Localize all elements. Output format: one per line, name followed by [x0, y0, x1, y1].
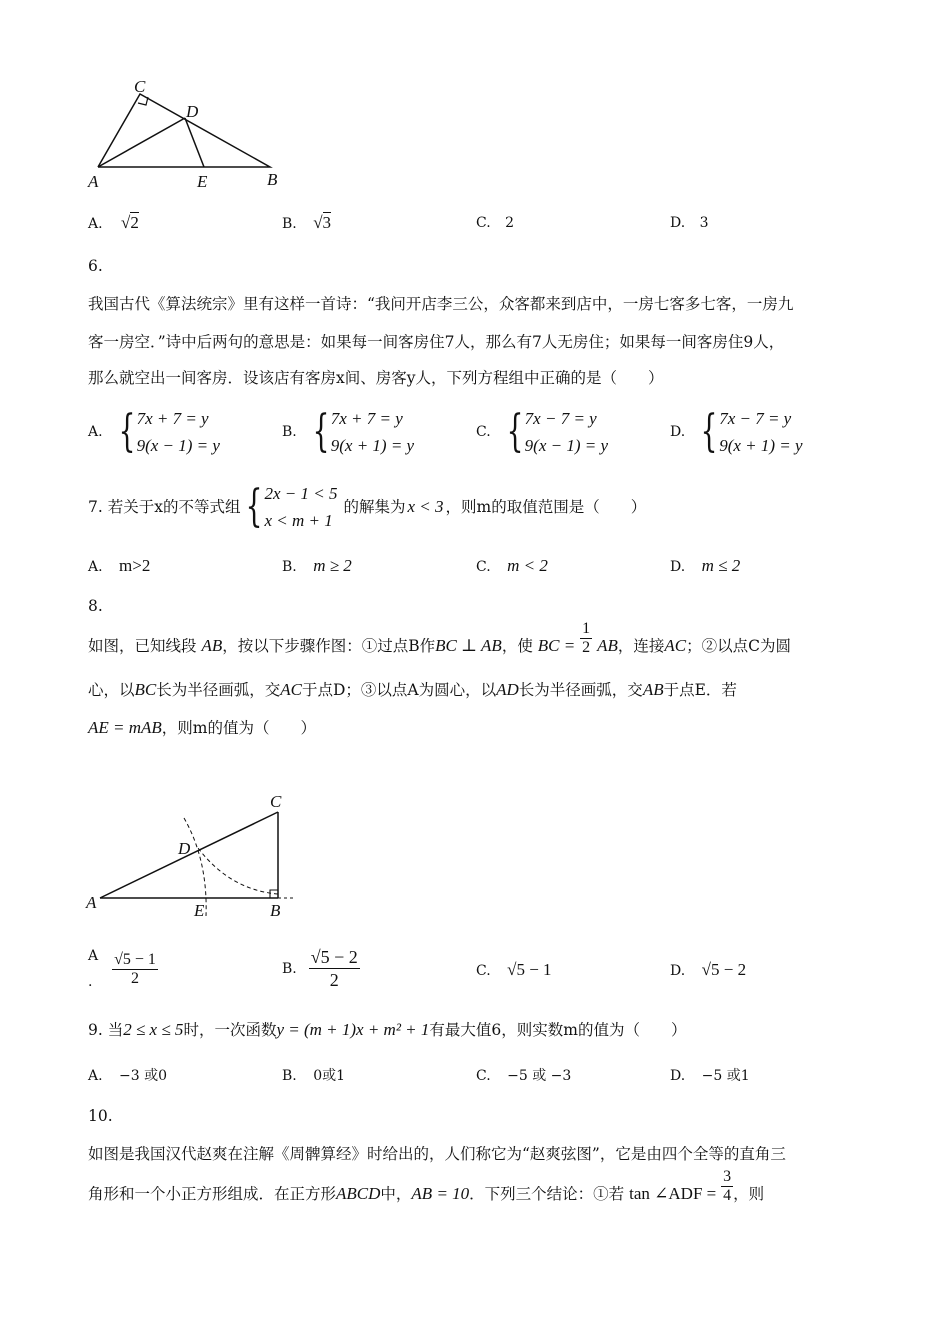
q8-opt-a-dot: .	[88, 974, 93, 990]
q7-opt-b-value: m ≥ 2	[313, 556, 352, 575]
q10-number: 10.	[88, 1107, 113, 1125]
q6-text-line2: 客一房空．”诗中后两句的意思是：如果每一间客房住7人，那么有7人无房住；如果每一间客房住9人，	[88, 333, 785, 351]
q8-opt-d-label: D.	[670, 963, 686, 979]
q8-l1-ac: AC	[664, 636, 687, 655]
q9-function: y = (m + 1)x + m² + 1	[276, 1020, 430, 1039]
q8-opt-d-value: 5 − 2	[710, 960, 747, 979]
q5-triangle-figure	[80, 70, 300, 200]
q5-option-a[interactable]	[88, 213, 139, 234]
q8-opt-a-num: 5 − 1	[122, 950, 156, 968]
q8-l1-b: ，按以下步骤作图：①过点B作	[222, 637, 436, 655]
brace-icon: {	[246, 481, 263, 532]
q8-l1-d: ，连接	[617, 637, 665, 655]
q8-l2-c: 于点D；③以点A为圆心，以	[302, 681, 497, 699]
q7-opt-d-label: D.	[670, 559, 686, 575]
brace-icon: {	[312, 406, 330, 457]
q6-opt-a-eq1: 7x + 7 = y	[136, 409, 209, 428]
q6-opt-d-eq2: 9(x + 1) = y	[719, 436, 803, 455]
q7-ineq2: x < m + 1	[264, 511, 333, 530]
q9-opt-a-label: A.	[88, 1068, 103, 1084]
q5-opt-b-label: B.	[282, 216, 297, 232]
q7-opt-c-value: m < 2	[507, 556, 548, 575]
q5-opt-a-label: A.	[88, 216, 103, 232]
q8-l2-a: 心，以	[88, 681, 135, 699]
fig8-label-a: A	[86, 893, 97, 912]
q9-opt-b-value: 0或1	[313, 1068, 346, 1084]
q7-solution: x < 3	[407, 497, 444, 516]
q8-l2-d: 长为半径画弧，交	[518, 681, 643, 699]
q5-option-d[interactable]	[670, 213, 709, 233]
q10-l2-b: 中，	[380, 1185, 412, 1203]
fig8-label-d: D	[178, 839, 191, 858]
q8-option-c[interactable]	[476, 960, 552, 981]
q6-opt-d-label: D.	[670, 424, 686, 440]
sqrt-symbol: √	[121, 213, 131, 232]
q5-opt-c-value: 2	[505, 215, 515, 231]
q8-text-line2	[88, 680, 737, 700]
q8-l1-e: ；②以点C为圆	[686, 637, 791, 655]
fig8-label-e: E	[194, 901, 205, 920]
q8-opt-b-label: B.	[282, 960, 297, 977]
q8-l1-ab2: AB	[597, 636, 618, 655]
sqrt-symbol: √	[310, 947, 321, 967]
q9-question	[88, 1020, 686, 1040]
q10-frac-num: 3	[723, 1167, 732, 1185]
q8-l2-ad: AD	[496, 680, 519, 699]
q8-l2-b: 长为半径画弧，交	[156, 681, 281, 699]
q8-number: 8.	[88, 597, 103, 615]
q10-text-line1: 如图是我国汉代赵爽在注解《周髀算经》时给出的，人们称它为“赵爽弦图”，它是由四个全等的直角三	[88, 1145, 786, 1163]
q7-option-a[interactable]	[88, 556, 150, 577]
q5-opt-a-value: 2	[130, 213, 139, 232]
sqrt-symbol: √	[507, 960, 517, 979]
fig5-label-e: E	[197, 172, 208, 191]
q5-option-b[interactable]	[282, 213, 331, 234]
q9-option-a[interactable]	[88, 1066, 167, 1086]
q6-opt-b-eq2: 9(x + 1) = y	[330, 436, 415, 455]
q10-l2-ab: AB = 10	[411, 1184, 470, 1203]
q8-option-d[interactable]	[670, 960, 746, 981]
q5-opt-d-label: D.	[670, 215, 686, 231]
fig5-label-c: C	[134, 77, 146, 96]
q8-l3-eq: AE = mAB	[88, 718, 162, 737]
q8-text-line3	[88, 718, 316, 738]
q7-option-b[interactable]	[282, 556, 352, 577]
q8-opt-a-label: A	[88, 948, 99, 964]
q9-option-c[interactable]	[476, 1066, 571, 1086]
q8-l1-bc: BC =	[537, 636, 576, 655]
q9-mid: 时，一次函数	[183, 1021, 277, 1039]
q9-option-b[interactable]	[282, 1066, 345, 1086]
q7-opt-c-label: C.	[476, 559, 491, 575]
q7-mid: 的解集为	[343, 498, 406, 516]
q8-opt-b-den: 2	[329, 970, 339, 990]
sqrt-symbol: √	[313, 213, 323, 232]
q8-text-line1	[88, 619, 791, 657]
q10-frac-den: 4	[723, 1186, 732, 1204]
q8-l1-ab: AB	[201, 636, 223, 655]
q6-option-b[interactable]	[282, 405, 414, 459]
q7-opt-a-label: A.	[88, 559, 103, 575]
brace-icon: {	[506, 406, 524, 457]
q10-l2-c: ．下列三个结论：①若	[469, 1185, 625, 1203]
q7-prefix: 7. 若关于x的不等式组	[88, 498, 241, 516]
q10-l2-abcd: ABCD	[336, 1184, 381, 1203]
q6-text-line3: 那么就空出一间客房．设该店有客房x间、房客y人，下列方程组中正确的是（ ）	[88, 369, 664, 387]
q10-l2-d: ，则	[733, 1185, 765, 1203]
q6-option-c[interactable]	[476, 405, 608, 459]
q10-l2-a: 角形和一个小正方形组成．在正方形	[88, 1185, 337, 1203]
sqrt-symbol: √	[114, 950, 123, 968]
q5-opt-c-label: C.	[476, 215, 491, 231]
q8-option-b[interactable]	[282, 946, 360, 991]
q8-frac-den: 2	[582, 638, 591, 656]
q8-l2-e: 于点E．若	[663, 681, 737, 699]
q6-number: 6.	[88, 257, 103, 275]
q7-opt-d-value: m ≤ 2	[701, 556, 741, 575]
q6-opt-d-eq1: 7x − 7 = y	[719, 409, 792, 428]
q7-option-d[interactable]	[670, 556, 740, 577]
q8-l2-ab: AB	[642, 680, 664, 699]
brace-icon: {	[118, 406, 135, 457]
q5-opt-d-value: 3	[699, 215, 709, 231]
q6-opt-a-eq2: 9(x − 1) = y	[136, 436, 220, 455]
q8-l2-ac: AC	[280, 680, 302, 699]
q10-l2-tan: tan ∠ADF =	[629, 1184, 717, 1203]
q9-option-d[interactable]	[670, 1066, 750, 1086]
q8-construction-figure	[80, 790, 320, 930]
q8-l1-c: ，使	[501, 637, 533, 655]
q8-frac-num: 1	[582, 619, 591, 637]
q6-opt-b-eq1: 7x + 7 = y	[330, 409, 403, 428]
q7-suffix: ，则m的取值范围是（ ）	[445, 498, 647, 516]
q6-option-a[interactable]	[88, 405, 220, 459]
q8-opt-c-label: C.	[476, 963, 491, 979]
fig8-label-c: C	[270, 792, 282, 811]
q9-opt-c-value: −5 或 −3	[507, 1068, 572, 1084]
q7-opt-a-value: m>2	[119, 556, 151, 575]
q7-opt-b-label: B.	[282, 559, 297, 575]
fig5-label-d: D	[186, 102, 199, 121]
fig5-label-a: A	[88, 172, 99, 191]
q8-l2-bc: BC	[134, 680, 157, 699]
q8-opt-c-value: 5 − 1	[516, 960, 552, 979]
q9-prefix: 9. 当	[88, 1021, 124, 1039]
q8-opt-b-num: 5 − 2	[320, 947, 358, 967]
q6-text-line1: 我国古代《算法统宗》里有这样一首诗：“我问开店李三公，众客都来到店中，一房七客多七客，一房九	[88, 295, 794, 313]
q9-opt-d-value: −5 或1	[701, 1068, 750, 1084]
q8-l1-a: 如图，已知线段	[88, 637, 197, 655]
q6-opt-c-eq1: 7x − 7 = y	[524, 409, 597, 428]
sqrt-symbol: √	[701, 960, 711, 979]
q6-opt-c-eq2: 9(x − 1) = y	[524, 436, 609, 455]
q7-option-c[interactable]	[476, 556, 548, 577]
q6-opt-b-label: B.	[282, 424, 297, 440]
brace-icon: {	[700, 406, 718, 457]
q9-suffix: 有最大值6，则实数m的值为（ ）	[429, 1021, 687, 1039]
fig8-label-b: B	[270, 901, 281, 920]
q8-opt-a-den: 2	[131, 969, 140, 987]
q6-opt-a-label: A.	[88, 424, 103, 440]
q9-opt-d-label: D.	[670, 1068, 686, 1084]
q9-opt-b-label: B.	[282, 1068, 297, 1084]
q8-l3-b: ，则m的值为（ ）	[161, 719, 316, 737]
q8-option-a[interactable]	[88, 948, 158, 990]
q5-option-c[interactable]	[476, 213, 514, 233]
q7-ineq1: 2x − 1 < 5	[264, 484, 338, 503]
q10-text-line2	[88, 1167, 765, 1205]
q9-range: 2 ≤ x ≤ 5	[123, 1020, 184, 1039]
fig5-label-b: B	[267, 170, 278, 189]
q5-opt-b-value: 3	[322, 213, 332, 232]
q7-question	[88, 480, 646, 534]
q8-l1-bcab: BC ⊥ AB	[435, 636, 502, 655]
q9-opt-a-value: −3 或0	[119, 1068, 168, 1084]
q6-opt-c-label: C.	[476, 424, 491, 440]
q9-opt-c-label: C.	[476, 1068, 491, 1084]
q6-option-d[interactable]	[670, 405, 803, 459]
